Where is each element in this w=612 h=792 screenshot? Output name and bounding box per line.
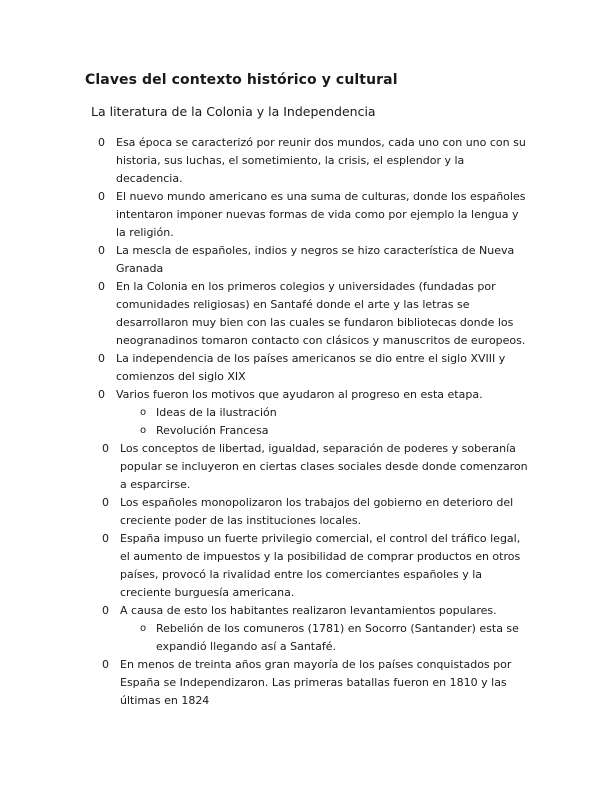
sub-list-item (140, 422, 528, 440)
list-item (102, 494, 528, 530)
bullet-marker: 0 (98, 352, 105, 365)
sub-list-item-text: Rebelión de los comuneros (1781) en Socorro (Santander) esta se expandió llegando así a Santafé. (156, 622, 519, 653)
sub-list-item (140, 620, 528, 656)
list-item-text: La mescla de españoles, indios y negros se hizo característica de Nueva Granada (116, 244, 515, 275)
list-item-text: Los conceptos de libertad, igualdad, separación de poderes y soberanía popular se incluyeron en ciertas clases sociales desde donde comenzaron a esparcirse. (120, 442, 528, 491)
page-title: Claves del contexto histórico y cultural (85, 72, 398, 88)
bullet-marker: 0 (102, 442, 109, 455)
list-item (98, 188, 528, 242)
list-item-text: Varios fueron los motivos que ayudaron al progreso en esta etapa. (116, 388, 483, 401)
list-item (98, 242, 528, 278)
sub-bullet-marker: o (140, 425, 147, 436)
list-item-text: La independencia de los países americanos se dio entre el siglo XVIII y comienzos del siglo XIX (116, 352, 506, 383)
list-item (102, 530, 528, 602)
list-item-text: En menos de treinta años gran mayoría de los países conquistados por España se Independizaron. Las primeras batallas fueron en 1810 y las últimas en 1824 (120, 658, 512, 707)
bullet-marker: 0 (102, 496, 109, 509)
bullet-marker: 0 (98, 388, 105, 401)
list-item (98, 134, 528, 188)
list-item-text: Esa época se caracterizó por reunir dos mundos, cada uno con uno con su historia, sus luchas, el sometimiento, la crisis, el esplendor y la decadencia. (116, 136, 526, 185)
list-item (102, 440, 528, 494)
bullet-marker: 0 (102, 604, 109, 617)
list-item-text: A causa de esto los habitantes realizaron levantamientos populares. (120, 604, 497, 617)
bullet-marker: 0 (98, 280, 105, 293)
bullet-marker: 0 (102, 532, 109, 545)
bullet-marker: 0 (98, 136, 105, 149)
list-item (98, 278, 528, 350)
sub-list-item-text: Revolución Francesa (156, 424, 269, 437)
section-subtitle: La literatura de la Colonia y la Independencia (91, 104, 376, 119)
list-item-text: El nuevo mundo americano es una suma de culturas, donde los españoles intentaron imponer nuevas formas de vida como por ejemplo la lengua y la religión. (116, 190, 526, 239)
list-item (98, 386, 528, 404)
list-item (102, 602, 528, 620)
list-item-text: Los españoles monopolizaron los trabajos del gobierno en deterioro del creciente poder de las instituciones locales. (120, 496, 514, 527)
list-item-text: En la Colonia en los primeros colegios y universidades (fundadas por comunidades religiosas) en Santafé donde el arte y las letras se desarrollaron muy bien con las cuales se fundaron bibliotecas donde los neogranadinos tomaron contacto con clásicos y manuscritos de europeos. (116, 280, 526, 347)
sub-list-item-text: Ideas de la ilustración (156, 406, 277, 419)
list-item (102, 656, 528, 710)
sub-list-item (140, 404, 528, 422)
bullet-marker: 0 (102, 658, 109, 671)
list-item-text: España impuso un fuerte privilegio comercial, el control del tráfico legal, el aumento de impuestos y la posibilidad de comprar productos en otros países, provocó la rivalidad entre los comerciantes españoles y la creciente burguesía americana. (120, 532, 521, 599)
list-item (98, 350, 528, 386)
bullet-list (98, 134, 528, 710)
bullet-marker: 0 (98, 244, 105, 257)
sub-bullet-marker: o (140, 407, 147, 418)
sub-bullet-marker: o (140, 623, 147, 634)
bullet-marker: 0 (98, 190, 105, 203)
